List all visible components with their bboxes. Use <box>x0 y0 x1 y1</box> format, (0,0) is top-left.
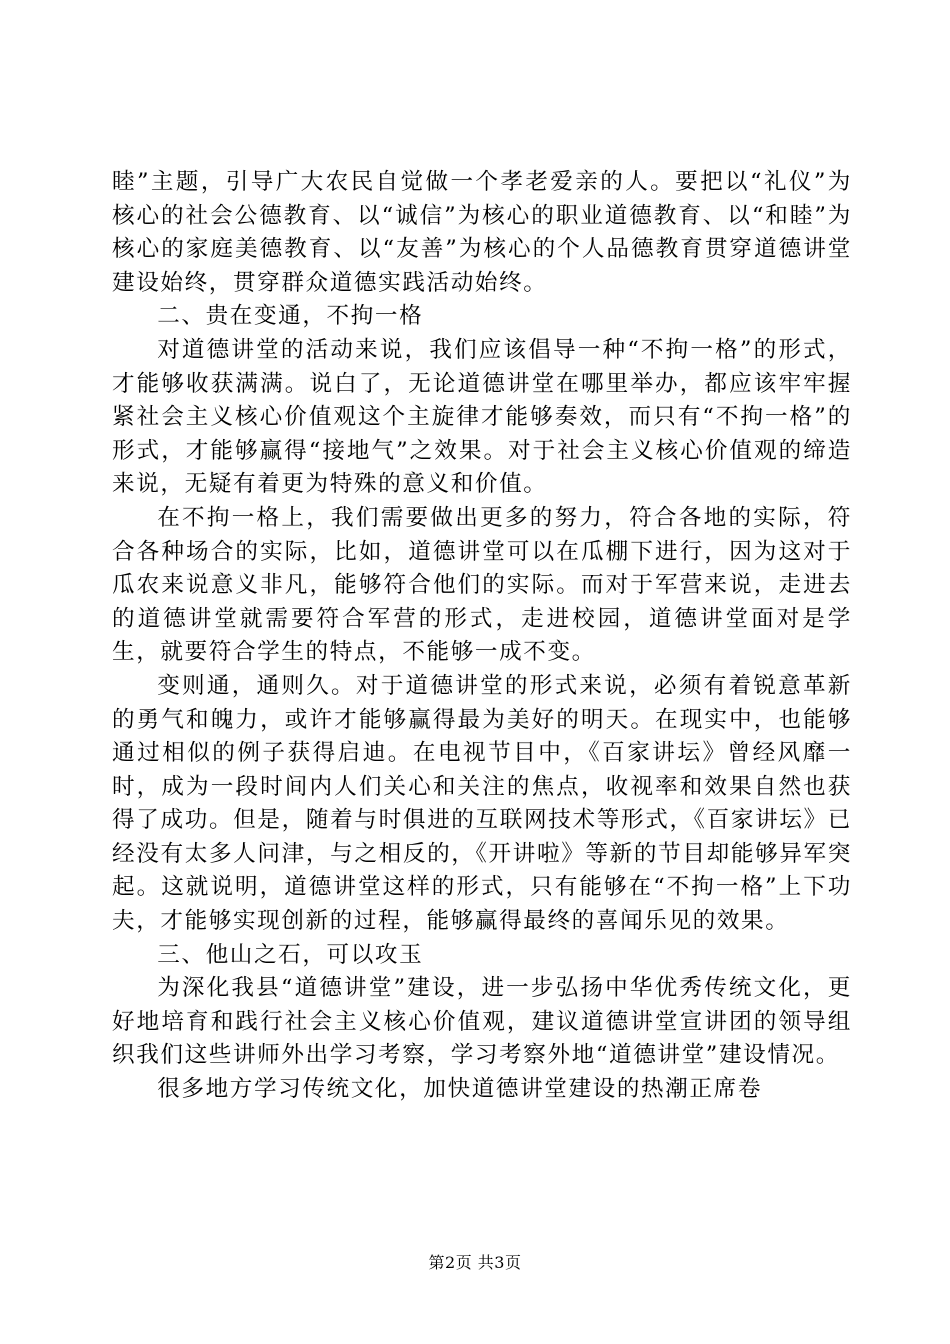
paragraph: 对道德讲堂的活动来说，我们应该倡导一种“不拘一格”的形式，才能够收获满满。说白了，无论道德讲堂在哪里举办，都应该牢牢握紧社会主义核心价值观这个主旋律才能够奏效，而只有“不拘一格”的形式，才能够赢得“接地气”之效果。对于社会主义核心价值观的缔造来说，无疑有着更为特殊的意义和价值。 <box>112 336 852 498</box>
page-number-label: 第2页 共3页 <box>428 1253 522 1272</box>
section-heading-2: 二、贵在变通，不拘一格 <box>157 303 424 330</box>
section-heading-3: 三、他山之石，可以攻玉 <box>157 941 424 968</box>
page-footer <box>0 1253 950 1273</box>
paragraph-continuation: 睦”主题，引导广大农民自觉做一个孝老爱亲的人。要把以“礼仪”为核心的社会公德教育、以“诚信”为核心的职业道德教育、以“和睦”为核心的家庭美德教育、以“友善”为核心的个人品德教育贯穿道德讲堂建设始终，贯穿群众道德实践活动始终。 <box>112 169 852 296</box>
paragraph-trailing: 很多地方学习传统文化，加快道德讲堂建设的热潮正席卷 <box>157 1076 763 1103</box>
paragraph: 变则通，通则久。对于道德讲堂的形式来说，必须有着锐意革新的勇气和魄力，或许才能够赢得最为美好的明天。在现实中，也能够通过相似的例子获得启迪。在电视节目中，《百家讲坛》曾经风靡一时，成为一段时间内人们关心和关注的焦点，收视率和效果自然也获得了成功。但是，随着与时俱进的互联网技术等形式，《百家讲坛》已经没有太多人问津，与之相反的，《开讲啦》等新的节目却能够异军突起。这就说明，道德讲堂这样的形式，只有能够在“不拘一格”上下功夫，才能够实现创新的过程，能够赢得最终的喜闻乐见的效果。 <box>112 672 852 935</box>
paragraph: 为深化我县“道德讲堂”建设，进一步弘扬中华优秀传统文化，更好地培育和践行社会主义核心价值观，建议道德讲堂宣讲团的领导组织我们这些讲师外出学习考察，学习考察外地“道德讲堂”建设情况。 <box>112 975 852 1069</box>
document-body <box>112 166 852 1107</box>
paragraph: 在不拘一格上，我们需要做出更多的努力，符合各地的实际，符合各种场合的实际，比如，道德讲堂可以在瓜棚下进行，因为这对于瓜农来说意义非凡，能够符合他们的实际。而对于军营来说，走进去的道德讲堂就需要符合军营的形式，走进校园，道德讲堂面对是学生，就要符合学生的特点，不能够一成不变。 <box>112 504 852 666</box>
